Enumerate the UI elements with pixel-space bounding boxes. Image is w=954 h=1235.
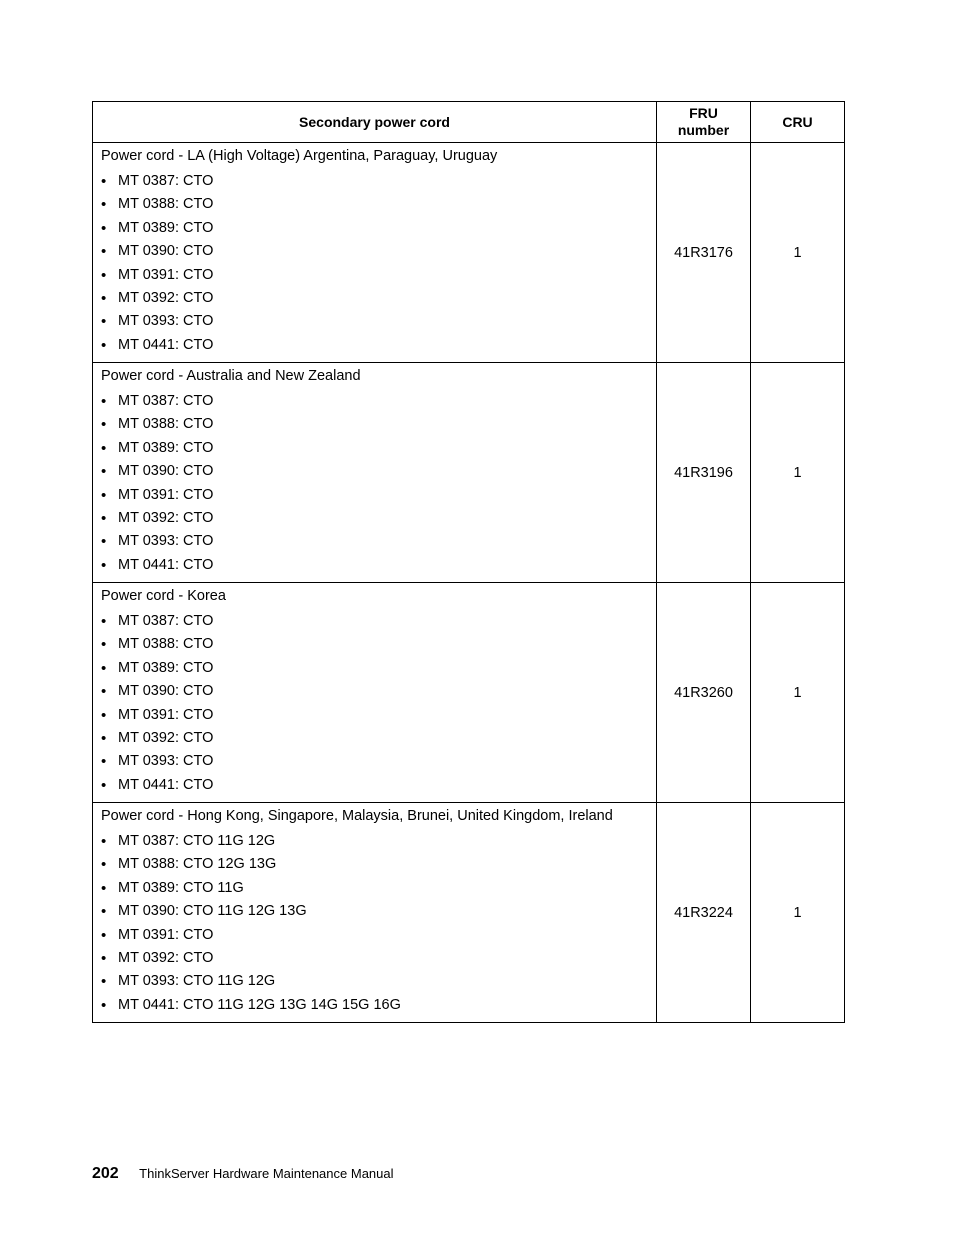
bullet-icon: • bbox=[101, 856, 107, 874]
machine-type-text: MT 0388: CTO bbox=[118, 196, 214, 213]
machine-type-text: MT 0393: CTO bbox=[118, 533, 214, 550]
machine-type-text: MT 0389: CTO bbox=[118, 219, 214, 236]
bullet-icon: • bbox=[101, 776, 107, 794]
list-item bbox=[101, 310, 648, 333]
page-number: 202 bbox=[92, 1165, 119, 1182]
list-item bbox=[101, 704, 648, 727]
bullet-icon: • bbox=[101, 903, 107, 921]
table-row bbox=[93, 583, 845, 803]
cru-cell: 1 bbox=[751, 143, 845, 363]
cru-cell: 1 bbox=[751, 363, 845, 583]
machine-type-text: MT 0392: CTO bbox=[118, 509, 214, 526]
bullet-icon: • bbox=[101, 486, 107, 504]
machine-type-text: MT 0389: CTO bbox=[118, 659, 214, 676]
bullet-icon: • bbox=[101, 416, 107, 434]
cord-description-cell bbox=[93, 363, 657, 583]
bullet-icon: • bbox=[101, 439, 107, 457]
bullet-icon: • bbox=[101, 313, 107, 331]
manual-title: ThinkServer Hardware Maintenance Manual bbox=[139, 1166, 394, 1181]
machine-type-text: MT 0441: CTO bbox=[118, 336, 214, 353]
bullet-icon: • bbox=[101, 173, 107, 190]
list-item bbox=[101, 484, 648, 507]
cord-description-cell bbox=[93, 583, 657, 803]
table-row bbox=[93, 803, 845, 1023]
header-cru: CRU bbox=[751, 102, 845, 143]
machine-type-text: MT 0390: CTO 11G 12G 13G bbox=[118, 903, 307, 920]
bullet-icon: • bbox=[101, 463, 107, 481]
machine-type-text: MT 0389: CTO bbox=[118, 439, 214, 456]
bullet-icon: • bbox=[101, 266, 107, 284]
bullet-icon: • bbox=[101, 556, 107, 574]
list-item bbox=[101, 554, 648, 577]
fru-number-cell: 41R3260 bbox=[657, 583, 751, 803]
machine-type-text: MT 0391: CTO bbox=[118, 486, 214, 503]
list-item bbox=[101, 264, 648, 287]
list-item bbox=[101, 633, 648, 656]
power-cord-parts-table bbox=[92, 101, 845, 1023]
bullet-icon: • bbox=[101, 393, 107, 410]
machine-type-text: MT 0441: CTO bbox=[118, 776, 214, 793]
machine-type-text: MT 0387: CTO 11G 12G bbox=[118, 833, 276, 849]
table-row bbox=[93, 363, 845, 583]
fru-number-cell: 41R3224 bbox=[657, 803, 751, 1023]
cord-title: Power cord - Korea bbox=[101, 588, 226, 604]
list-item bbox=[101, 610, 648, 633]
machine-type-text: MT 0391: CTO bbox=[118, 266, 214, 283]
list-item bbox=[101, 334, 648, 357]
header-fru-line1: FRU bbox=[689, 105, 718, 121]
machine-type-text: MT 0441: CTO 11G 12G 13G 14G 15G 16G bbox=[118, 996, 401, 1013]
bullet-icon: • bbox=[101, 996, 107, 1014]
machine-type-text: MT 0389: CTO 11G bbox=[118, 879, 244, 896]
bullet-icon: • bbox=[101, 636, 107, 654]
machine-type-text: MT 0392: CTO bbox=[118, 289, 214, 306]
machine-type-text: MT 0387: CTO bbox=[118, 173, 214, 189]
list-item bbox=[101, 994, 648, 1017]
list-item bbox=[101, 287, 648, 310]
list-item bbox=[101, 774, 648, 797]
machine-type-text: MT 0390: CTO bbox=[118, 683, 214, 700]
list-item bbox=[101, 217, 648, 240]
list-item bbox=[101, 750, 648, 773]
bullet-icon: • bbox=[101, 659, 107, 677]
fru-number-cell: 41R3176 bbox=[657, 143, 751, 363]
bullet-icon: • bbox=[101, 879, 107, 897]
list-item bbox=[101, 947, 648, 970]
cru-cell: 1 bbox=[751, 583, 845, 803]
machine-type-list bbox=[101, 390, 648, 577]
list-item bbox=[101, 240, 648, 263]
table-row bbox=[93, 143, 845, 363]
machine-type-text: MT 0388: CTO bbox=[118, 416, 214, 433]
machine-type-text: MT 0441: CTO bbox=[118, 556, 214, 573]
list-item bbox=[101, 193, 648, 216]
list-item bbox=[101, 727, 648, 750]
bullet-icon: • bbox=[101, 509, 107, 527]
bullet-icon: • bbox=[101, 833, 107, 850]
machine-type-text: MT 0392: CTO bbox=[118, 729, 214, 746]
cord-description-cell bbox=[93, 803, 657, 1023]
bullet-icon: • bbox=[101, 949, 107, 967]
list-item bbox=[101, 900, 648, 923]
list-item bbox=[101, 853, 648, 876]
cord-title: Power cord - Hong Kong, Singapore, Malaysia, Brunei, United Kingdom, Ireland bbox=[101, 808, 613, 824]
bullet-icon: • bbox=[101, 336, 107, 354]
machine-type-text: MT 0388: CTO bbox=[118, 636, 214, 653]
fru-number-cell: 41R3196 bbox=[657, 363, 751, 583]
machine-type-text: MT 0387: CTO bbox=[118, 393, 214, 409]
machine-type-text: MT 0391: CTO bbox=[118, 926, 214, 943]
list-item bbox=[101, 413, 648, 436]
bullet-icon: • bbox=[101, 196, 107, 214]
cord-description-cell bbox=[93, 143, 657, 363]
bullet-icon: • bbox=[101, 729, 107, 747]
list-item bbox=[101, 970, 648, 993]
bullet-icon: • bbox=[101, 926, 107, 944]
machine-type-list bbox=[101, 830, 648, 1017]
bullet-icon: • bbox=[101, 243, 107, 261]
list-item bbox=[101, 530, 648, 553]
cru-cell: 1 bbox=[751, 803, 845, 1023]
list-item bbox=[101, 657, 648, 680]
table-header-row bbox=[93, 102, 845, 143]
list-item bbox=[101, 437, 648, 460]
list-item bbox=[101, 507, 648, 530]
machine-type-text: MT 0391: CTO bbox=[118, 706, 214, 723]
list-item bbox=[101, 830, 648, 853]
machine-type-list bbox=[101, 610, 648, 797]
machine-type-text: MT 0388: CTO 12G 13G bbox=[118, 856, 277, 873]
bullet-icon: • bbox=[101, 533, 107, 551]
list-item bbox=[101, 680, 648, 703]
machine-type-text: MT 0387: CTO bbox=[118, 613, 214, 629]
machine-type-text: MT 0390: CTO bbox=[118, 463, 214, 480]
machine-type-text: MT 0393: CTO bbox=[118, 313, 214, 330]
header-fru-number bbox=[657, 102, 751, 143]
list-item bbox=[101, 924, 648, 947]
list-item bbox=[101, 877, 648, 900]
machine-type-text: MT 0393: CTO bbox=[118, 753, 214, 770]
bullet-icon: • bbox=[101, 753, 107, 771]
bullet-icon: • bbox=[101, 613, 107, 630]
machine-type-text: MT 0390: CTO bbox=[118, 243, 214, 260]
machine-type-text: MT 0392: CTO bbox=[118, 949, 214, 966]
list-item bbox=[101, 390, 648, 413]
bullet-icon: • bbox=[101, 289, 107, 307]
cord-title: Power cord - LA (High Voltage) Argentina, Paraguay, Uruguay bbox=[101, 148, 498, 164]
bullet-icon: • bbox=[101, 683, 107, 701]
bullet-icon: • bbox=[101, 706, 107, 724]
machine-type-list bbox=[101, 170, 648, 357]
page-footer bbox=[92, 1165, 394, 1183]
header-fru-line2: number bbox=[677, 122, 730, 138]
machine-type-text: MT 0393: CTO 11G 12G bbox=[118, 973, 276, 990]
bullet-icon: • bbox=[101, 973, 107, 991]
cord-title: Power cord - Australia and New Zealand bbox=[101, 368, 361, 384]
list-item bbox=[101, 170, 648, 193]
bullet-icon: • bbox=[101, 219, 107, 237]
list-item bbox=[101, 460, 648, 483]
header-secondary-power-cord: Secondary power cord bbox=[93, 102, 657, 143]
